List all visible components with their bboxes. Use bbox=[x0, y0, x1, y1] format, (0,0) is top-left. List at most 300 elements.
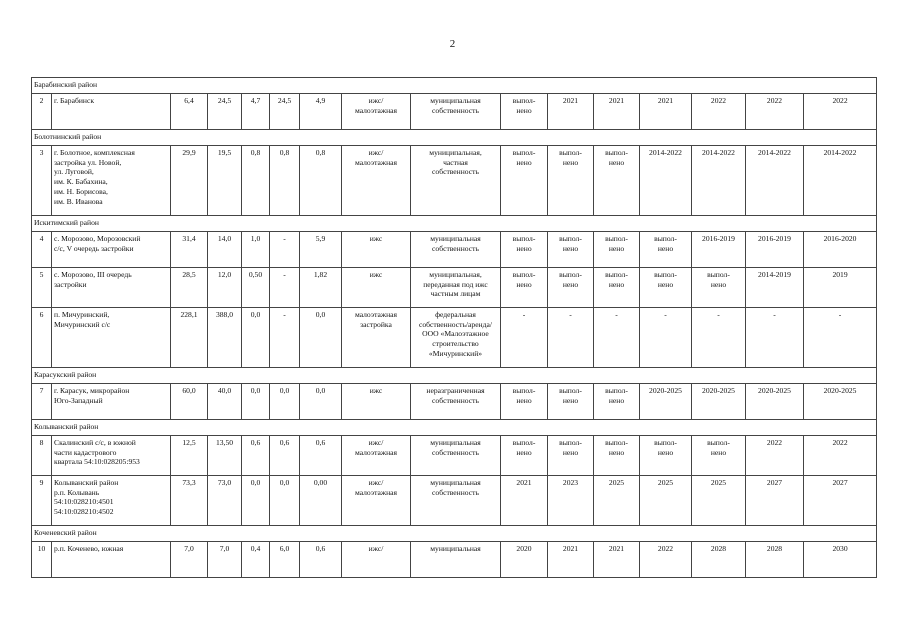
stage-7-text: 2022 bbox=[832, 438, 848, 447]
value-1 bbox=[171, 232, 208, 268]
stage-5-text: - bbox=[717, 310, 720, 319]
stage-7 bbox=[804, 476, 877, 526]
value-4-text: 24,5 bbox=[277, 96, 292, 105]
stage-7 bbox=[804, 308, 877, 368]
region-row bbox=[32, 420, 877, 436]
row-number bbox=[32, 476, 52, 526]
building-type bbox=[342, 542, 411, 578]
value-5-text: 1,82 bbox=[313, 270, 328, 279]
value-2 bbox=[208, 94, 242, 130]
value-3 bbox=[242, 436, 270, 476]
object-name-text: г. Барабинск bbox=[54, 96, 95, 105]
object-name-text: р.п. Коченево, южная bbox=[54, 544, 124, 553]
stage-4 bbox=[640, 94, 692, 130]
stage-3-text: нено bbox=[608, 243, 625, 253]
page-number: 2 bbox=[449, 38, 456, 50]
value-3 bbox=[242, 308, 270, 368]
building-type bbox=[342, 94, 411, 130]
stage-1-text: 2020 bbox=[516, 544, 532, 553]
stage-2-text: нено bbox=[562, 279, 579, 289]
stage-2-text: выпол- bbox=[559, 234, 582, 243]
stage-6 bbox=[746, 232, 804, 268]
ownership-text: собственность bbox=[432, 447, 479, 457]
stage-5 bbox=[692, 268, 746, 308]
region-title: Коченевский район bbox=[32, 526, 877, 542]
stage-2-text: нено bbox=[562, 157, 579, 167]
stage-7-text: 2027 bbox=[832, 478, 848, 487]
ownership bbox=[411, 542, 501, 578]
stage-6-text: - bbox=[773, 310, 776, 319]
stage-7 bbox=[804, 384, 877, 420]
table-row bbox=[32, 436, 877, 476]
ownership bbox=[411, 436, 501, 476]
stage-1-text: нено bbox=[516, 243, 532, 253]
value-3-text: 0,6 bbox=[250, 438, 261, 447]
stage-1-text: выпол- bbox=[512, 234, 536, 243]
value-4-text: 0,6 bbox=[279, 438, 290, 447]
stage-3 bbox=[594, 146, 640, 216]
stage-3 bbox=[594, 308, 640, 368]
value-5-text: 0,0 bbox=[315, 310, 326, 319]
value-5-text: 5,9 bbox=[315, 234, 326, 243]
stage-3-text: 2025 bbox=[608, 478, 625, 487]
stage-4-text: 2022 bbox=[657, 544, 674, 553]
row-number-text: 4 bbox=[39, 234, 44, 243]
ownership-text: строительство bbox=[432, 339, 479, 349]
stage-2-text: 2023 bbox=[562, 478, 579, 487]
row-number-text: 5 bbox=[39, 270, 44, 279]
region-row bbox=[32, 78, 877, 94]
table-row bbox=[32, 268, 877, 308]
stage-1 bbox=[501, 542, 548, 578]
row-number-text: 10 bbox=[37, 544, 46, 553]
stage-3-text: нено bbox=[608, 157, 625, 167]
building-type bbox=[342, 146, 411, 216]
value-1-text: 31,4 bbox=[182, 234, 196, 243]
stage-3 bbox=[594, 94, 640, 130]
stage-7-text: 2019 bbox=[832, 270, 848, 279]
stage-3-text: - bbox=[615, 310, 618, 319]
value-5 bbox=[300, 476, 342, 526]
region-row bbox=[32, 216, 877, 232]
projects-table bbox=[31, 77, 877, 578]
stage-4 bbox=[640, 476, 692, 526]
ownership-text: «Мичуринский» bbox=[428, 348, 483, 358]
stage-2-text: нено bbox=[562, 395, 579, 405]
stage-4 bbox=[640, 268, 692, 308]
ownership-text: федеральная bbox=[435, 310, 476, 319]
value-2-text: 14,0 bbox=[217, 234, 232, 243]
stage-6 bbox=[746, 308, 804, 368]
value-3-text: 0,0 bbox=[250, 386, 261, 395]
building-type-text: ижс bbox=[369, 234, 383, 243]
stage-4-text: 2025 bbox=[657, 478, 674, 487]
value-4-text: - bbox=[283, 310, 286, 319]
stage-3-text: выпол- bbox=[605, 386, 628, 395]
stage-5 bbox=[692, 476, 746, 526]
stage-3-text: выпол- bbox=[605, 234, 628, 243]
row-number bbox=[32, 146, 52, 216]
value-5-text: 0,0 bbox=[315, 386, 326, 395]
stage-4-text: нено bbox=[657, 279, 674, 289]
building-type-text: ижс/ bbox=[368, 148, 384, 157]
object-name-text: с. Морозово, III очередь bbox=[54, 270, 132, 279]
stage-3-text: 2021 bbox=[608, 544, 625, 553]
value-4 bbox=[270, 308, 300, 368]
stage-7 bbox=[804, 232, 877, 268]
stage-6 bbox=[746, 542, 804, 578]
value-3-text: 0,0 bbox=[250, 310, 261, 319]
stage-5 bbox=[692, 146, 746, 216]
ownership-text: собственность bbox=[432, 487, 479, 497]
stage-4-text: нено bbox=[657, 243, 674, 253]
stage-4-text: выпол- bbox=[654, 234, 677, 243]
value-1-text: 12,5 bbox=[182, 438, 196, 447]
stage-3 bbox=[594, 476, 640, 526]
stage-1-text: выпол- bbox=[512, 270, 536, 279]
stage-1-text: нено bbox=[516, 395, 532, 405]
stage-5-text: нено bbox=[710, 447, 727, 457]
value-4 bbox=[270, 94, 300, 130]
object-name-text: застройка ул. Новой, bbox=[54, 157, 122, 167]
object-name-text: 54:10:028210:4501 bbox=[54, 497, 114, 507]
value-1-text: 6,4 bbox=[184, 96, 194, 105]
stage-5-text: 2016-2019 bbox=[702, 234, 735, 243]
object-name-text: застройки bbox=[54, 279, 87, 289]
stage-1-text: нено bbox=[516, 279, 532, 289]
row-number bbox=[32, 268, 52, 308]
stage-7 bbox=[804, 268, 877, 308]
ownership bbox=[411, 476, 501, 526]
stage-4 bbox=[640, 384, 692, 420]
stage-4 bbox=[640, 436, 692, 476]
stage-1-text: - bbox=[522, 310, 526, 319]
object-name-text: Мичуринский с/с bbox=[54, 319, 111, 329]
stage-6-text: 2027 bbox=[766, 478, 783, 487]
row-number bbox=[32, 232, 52, 268]
stage-3-text: выпол- bbox=[605, 270, 628, 279]
value-2-text: 19,5 bbox=[217, 148, 232, 157]
value-3-text: 0,8 bbox=[250, 148, 261, 157]
row-number bbox=[32, 384, 52, 420]
building-type-text: малоэтажная bbox=[354, 447, 398, 457]
value-3-text: 0,4 bbox=[250, 544, 261, 553]
stage-7 bbox=[804, 94, 877, 130]
value-1-text: 60,0 bbox=[182, 386, 196, 395]
stage-3-text: 2021 bbox=[608, 96, 625, 105]
building-type-text: малоэтажная bbox=[354, 105, 398, 115]
value-4-text: 0,0 bbox=[279, 478, 290, 487]
table-row bbox=[32, 308, 877, 368]
stage-3-text: нено bbox=[608, 279, 625, 289]
value-3-text: 0,0 bbox=[250, 478, 261, 487]
stage-4 bbox=[640, 542, 692, 578]
stage-3-text: выпол- bbox=[605, 438, 628, 447]
value-3 bbox=[242, 146, 270, 216]
stage-3-text: нено bbox=[608, 395, 625, 405]
stage-7-text: 2016-2020 bbox=[823, 234, 857, 243]
stage-1 bbox=[501, 94, 548, 130]
value-2-text: 12,0 bbox=[217, 270, 232, 279]
value-1-text: 29,9 bbox=[182, 148, 196, 157]
value-4 bbox=[270, 268, 300, 308]
value-5 bbox=[300, 542, 342, 578]
value-5-text: 0,8 bbox=[315, 148, 326, 157]
ownership-text: муниципальная, bbox=[429, 270, 482, 279]
stage-3 bbox=[594, 384, 640, 420]
ownership bbox=[411, 308, 501, 368]
table-row bbox=[32, 542, 877, 578]
table-row bbox=[32, 384, 877, 420]
building-type-text: ижс/ bbox=[368, 544, 384, 553]
value-3 bbox=[242, 476, 270, 526]
value-4 bbox=[270, 384, 300, 420]
value-5-text: 0,6 bbox=[315, 438, 326, 447]
stage-1-text: нено bbox=[516, 447, 532, 457]
stage-5-text: 2025 bbox=[710, 478, 727, 487]
building-type bbox=[342, 308, 411, 368]
stage-5 bbox=[692, 436, 746, 476]
stage-5 bbox=[692, 384, 746, 420]
object-name-text: им. В. Иванова bbox=[54, 196, 103, 206]
stage-2-text: нено bbox=[562, 447, 579, 457]
stage-2 bbox=[548, 436, 594, 476]
building-type-text: малоэтажная bbox=[354, 487, 398, 497]
value-5 bbox=[300, 268, 342, 308]
stage-6-text: 2016-2019 bbox=[758, 234, 791, 243]
row-number-text: 6 bbox=[39, 310, 44, 319]
object-name-text: р.п. Колывань bbox=[54, 487, 100, 497]
value-3 bbox=[242, 232, 270, 268]
stage-2-text: выпол- bbox=[559, 148, 582, 157]
stage-7-text: 2020-2025 bbox=[823, 386, 857, 395]
region-title: Болотнинский район bbox=[32, 130, 877, 146]
value-3-text: 0,50 bbox=[248, 270, 263, 279]
stage-2 bbox=[548, 232, 594, 268]
ownership-text: муниципальная, bbox=[429, 148, 482, 157]
stage-6-text: 2022 bbox=[766, 96, 783, 105]
stage-4 bbox=[640, 308, 692, 368]
stage-6-text: 2022 bbox=[766, 438, 783, 447]
ownership-text: муниципальная bbox=[430, 478, 481, 487]
building-type-text: малоэтажная bbox=[354, 157, 398, 167]
building-type-text: ижс/ bbox=[368, 438, 384, 447]
value-4 bbox=[270, 436, 300, 476]
value-1-text: 228,1 bbox=[180, 310, 198, 319]
stage-1 bbox=[501, 308, 548, 368]
region-title: Искитимский район bbox=[32, 216, 877, 232]
region-row bbox=[32, 368, 877, 384]
stage-1-text: 2021 bbox=[516, 478, 532, 487]
value-3-text: 1,0 bbox=[250, 234, 261, 243]
region-row bbox=[32, 526, 877, 542]
value-1-text: 73,3 bbox=[182, 478, 196, 487]
stage-1-text: выпол- bbox=[512, 438, 536, 447]
ownership-text: переданная под ижс bbox=[423, 279, 488, 289]
value-2-text: 13,50 bbox=[215, 438, 234, 447]
value-4 bbox=[270, 146, 300, 216]
building-type-text: ижс bbox=[369, 270, 383, 279]
region-title: Карасукский район bbox=[32, 368, 877, 384]
stage-3 bbox=[594, 232, 640, 268]
stage-1-text: выпол- bbox=[512, 386, 536, 395]
row-number bbox=[32, 542, 52, 578]
ownership bbox=[411, 268, 501, 308]
object-name bbox=[52, 232, 171, 268]
value-4 bbox=[270, 476, 300, 526]
building-type-text: малоэтажная bbox=[354, 310, 398, 319]
ownership-text: муниципальная bbox=[430, 438, 481, 447]
object-name-text: квартала 54:10:028205:953 bbox=[54, 457, 140, 467]
building-type-text: ижс/ bbox=[368, 478, 384, 487]
value-5-text: 0,00 bbox=[313, 478, 328, 487]
value-3 bbox=[242, 268, 270, 308]
stage-2 bbox=[548, 308, 594, 368]
region-row bbox=[32, 130, 877, 146]
value-5 bbox=[300, 384, 342, 420]
stage-3 bbox=[594, 542, 640, 578]
ownership bbox=[411, 146, 501, 216]
stage-4 bbox=[640, 232, 692, 268]
stage-3 bbox=[594, 436, 640, 476]
table-row bbox=[32, 94, 877, 130]
stage-7 bbox=[804, 436, 877, 476]
ownership-text: ООО «Малоэтажное bbox=[422, 329, 489, 339]
stage-2 bbox=[548, 146, 594, 216]
value-1 bbox=[171, 436, 208, 476]
stage-1 bbox=[501, 232, 548, 268]
object-name bbox=[52, 542, 171, 578]
object-name-text: им. К. Бабахина, bbox=[54, 177, 108, 187]
value-2-text: 73,0 bbox=[217, 478, 232, 487]
value-3 bbox=[242, 384, 270, 420]
object-name bbox=[52, 384, 171, 420]
row-number-text: 7 bbox=[39, 386, 44, 395]
row-number-text: 3 bbox=[39, 148, 44, 157]
ownership-text: собственность bbox=[432, 105, 479, 115]
value-2 bbox=[208, 436, 242, 476]
stage-1 bbox=[501, 146, 548, 216]
stage-6-text: 2028 bbox=[766, 544, 783, 553]
building-type bbox=[342, 436, 411, 476]
building-type bbox=[342, 232, 411, 268]
stage-3-text: нено bbox=[608, 447, 625, 457]
stage-2 bbox=[548, 542, 594, 578]
building-type bbox=[342, 476, 411, 526]
stage-4-text: 2020-2025 bbox=[649, 386, 682, 395]
value-2-text: 24,5 bbox=[217, 96, 232, 105]
object-name bbox=[52, 268, 171, 308]
value-5-text: 4,9 bbox=[315, 96, 326, 105]
stage-4-text: - bbox=[664, 310, 667, 319]
stage-6-text: 2014-2022 bbox=[758, 148, 791, 157]
building-type-text: ижс/ bbox=[368, 96, 384, 105]
value-5 bbox=[300, 146, 342, 216]
value-4-text: - bbox=[283, 234, 286, 243]
value-4-text: 6,0 bbox=[279, 544, 290, 553]
value-1 bbox=[171, 384, 208, 420]
stage-1 bbox=[501, 384, 548, 420]
stage-6 bbox=[746, 476, 804, 526]
value-2 bbox=[208, 232, 242, 268]
stage-1-text: выпол- bbox=[512, 96, 536, 105]
stage-7-text: 2030 bbox=[832, 544, 848, 553]
stage-4 bbox=[640, 146, 692, 216]
value-5-text: 0,6 bbox=[315, 544, 326, 553]
ownership-text: муниципальная bbox=[430, 234, 481, 243]
object-name-text: Юго-Западный bbox=[54, 395, 103, 405]
value-5 bbox=[300, 232, 342, 268]
building-type-text: ижс bbox=[369, 386, 383, 395]
row-number bbox=[32, 94, 52, 130]
stage-7-text: - bbox=[838, 310, 842, 319]
region-title: Колыванский район bbox=[32, 420, 877, 436]
value-2-text: 7,0 bbox=[219, 544, 230, 553]
object-name-text: ул. Луговой, bbox=[54, 167, 94, 177]
row-number-text: 2 bbox=[39, 96, 44, 105]
object-name-text: части кадастрового bbox=[54, 447, 117, 457]
value-2-text: 40,0 bbox=[217, 386, 232, 395]
stage-5-text: 2022 bbox=[710, 96, 727, 105]
stage-5-text: 2014-2022 bbox=[702, 148, 735, 157]
value-4 bbox=[270, 542, 300, 578]
value-2 bbox=[208, 476, 242, 526]
object-name bbox=[52, 146, 171, 216]
ownership-text: собственность bbox=[432, 167, 479, 177]
stage-7-text: 2014-2022 bbox=[823, 148, 857, 157]
stage-4-text: выпол- bbox=[654, 438, 677, 447]
value-2 bbox=[208, 146, 242, 216]
object-name-text: Колыванский район bbox=[54, 478, 119, 487]
value-1 bbox=[171, 268, 208, 308]
value-5 bbox=[300, 94, 342, 130]
value-5 bbox=[300, 436, 342, 476]
value-1 bbox=[171, 94, 208, 130]
stage-5-text: нено bbox=[710, 279, 727, 289]
stage-2-text: выпол- bbox=[559, 386, 582, 395]
ownership bbox=[411, 384, 501, 420]
ownership-text: частным лицам bbox=[430, 289, 481, 299]
object-name-text: г. Болотное, комплексная bbox=[54, 148, 135, 157]
stage-2-text: 2021 bbox=[562, 544, 579, 553]
row-number bbox=[32, 436, 52, 476]
stage-2 bbox=[548, 384, 594, 420]
ownership-text: неразграниченная bbox=[426, 386, 485, 395]
stage-2-text: 2021 bbox=[562, 96, 579, 105]
object-name bbox=[52, 94, 171, 130]
stage-2-text: нено bbox=[562, 243, 579, 253]
ownership-text: собственность/аренда/ bbox=[419, 319, 492, 329]
value-2 bbox=[208, 268, 242, 308]
building-type bbox=[342, 384, 411, 420]
value-1 bbox=[171, 308, 208, 368]
value-3 bbox=[242, 94, 270, 130]
object-name-text: Скалинский с/с, в южной bbox=[54, 438, 136, 447]
stage-2-text: - bbox=[569, 310, 572, 319]
stage-5-text: 2028 bbox=[710, 544, 727, 553]
stage-1 bbox=[501, 476, 548, 526]
value-2-text: 388,0 bbox=[215, 310, 234, 319]
row-number bbox=[32, 308, 52, 368]
stage-6 bbox=[746, 268, 804, 308]
object-name-text: им. Н. Борисова, bbox=[54, 186, 108, 196]
stage-2 bbox=[548, 94, 594, 130]
value-2 bbox=[208, 542, 242, 578]
stage-1-text: нено bbox=[516, 105, 532, 115]
table-row bbox=[32, 476, 877, 526]
stage-6 bbox=[746, 436, 804, 476]
stage-7 bbox=[804, 542, 877, 578]
